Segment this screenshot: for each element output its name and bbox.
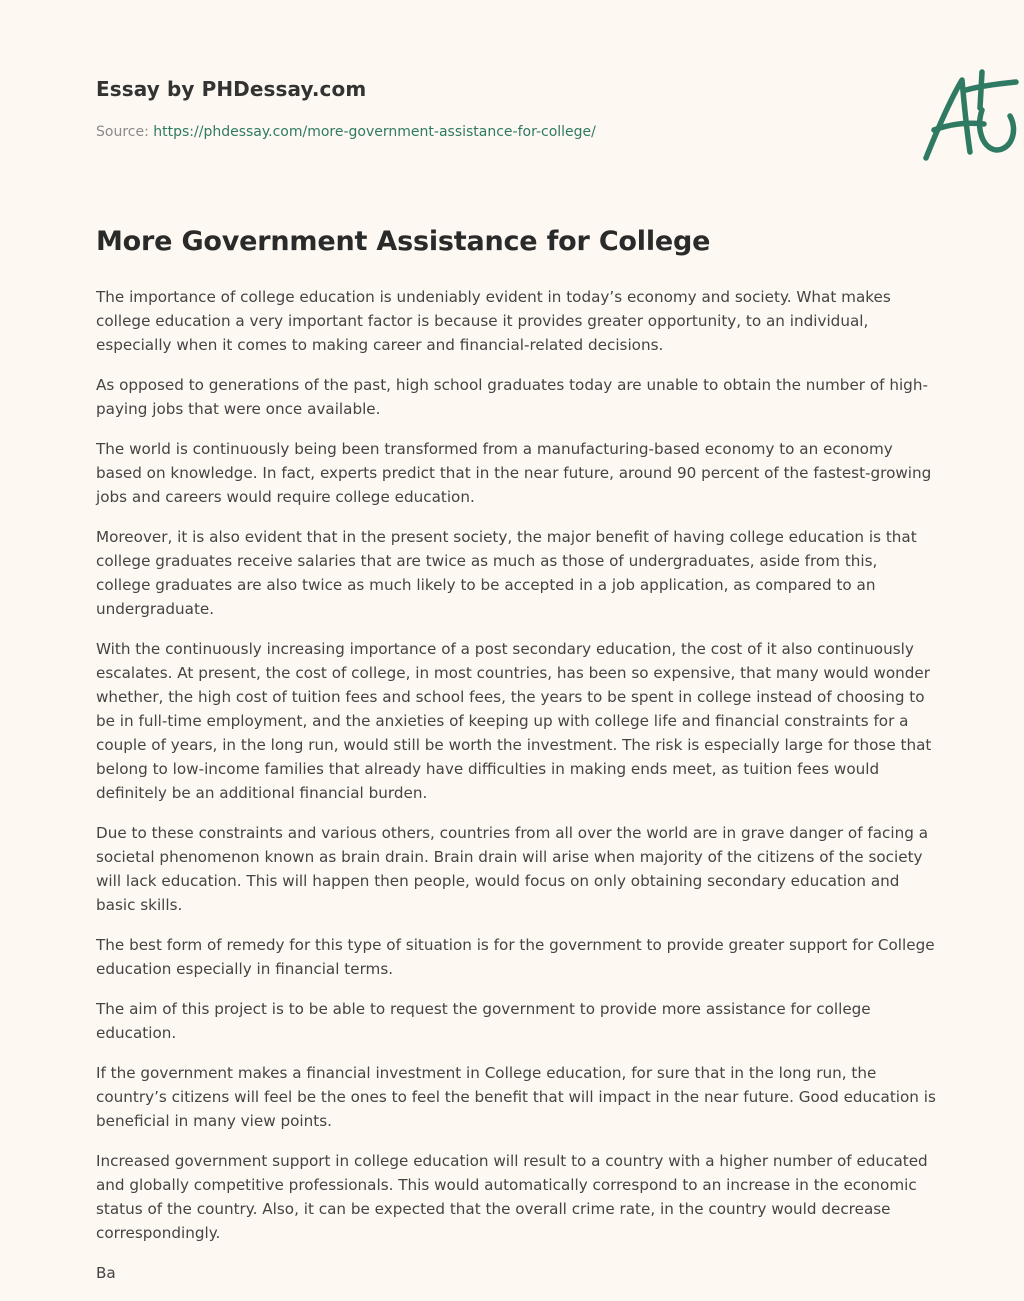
- paragraph: The importance of college education is undeniably evident in today’s economy and society. What makes college education a very important factor is because it provides greater opportunity, to an individual, especially when it comes to making career and financial-related decisions.: [96, 288, 891, 354]
- paragraph: Due to these constraints and various others, countries from all over the world are in grave danger of facing a societal phenomenon known as brain drain. Brain drain will arise when majority of the citizens of the society will lack education. This will happen then people, would focus on only obtaining secondary education and basic skills.: [96, 824, 929, 914]
- paragraph: The best form of remedy for this type of situation is for the government to provide greater support for College education especially in financial terms.: [96, 936, 935, 978]
- paragraph: Increased government support in college education will result to a country with a higher number of educated and globally competitive professionals. This would automatically correspond to an increase in the economic status of the country. Also, it can be expected that the overall crime rate, in the country would decrease correspondingly.: [96, 1152, 928, 1242]
- paragraph: As opposed to generations of the past, high school graduates today are unable to obtain the number of high-paying jobs that were once available.: [96, 376, 928, 418]
- source-line: [96, 124, 596, 140]
- a-plus-logo-icon: [920, 68, 1024, 164]
- essay-title: More Government Assistance for College: [96, 226, 711, 257]
- source-label: Source:: [96, 124, 154, 140]
- paragraph: Ba: [96, 1264, 116, 1282]
- source-link[interactable]: https://phdessay.com/more-government-assistance-for-college/: [153, 124, 596, 140]
- paragraph: If the government makes a financial investment in College education, for sure that in the long run, the country’s citizens will feel be the ones to feel the benefit that will impact in the near future. Good education is beneficial in many view points.: [96, 1064, 936, 1130]
- paragraph: The aim of this project is to be able to request the government to provide more assistance for college education.: [96, 1000, 871, 1042]
- paragraph: Moreover, it is also evident that in the present society, the major benefit of having college education is that college graduates receive salaries that are twice as much as those of undergraduates, aside from this, college graduates are also twice as much likely to be accepted in a job application, as compared to an undergraduate.: [96, 528, 917, 618]
- paragraph: The world is continuously being been transformed from a manufacturing-based economy to an economy based on knowledge. In fact, experts predict that in the near future, around 90 percent of the fastest-growing jobs and careers would require college education.: [96, 440, 932, 506]
- essay-body: [96, 285, 936, 1301]
- brand-title: Essay by PHDessay.com: [96, 77, 367, 101]
- paragraph: With the continuously increasing importance of a post secondary education, the cost of it also continuously escalates. At present, the cost of college, in most countries, has been so expensive, that many would wonder whether, the high cost of tuition fees and school fees, the years to be spent in college instead of choosing to be in full-time employment, and the anxieties of keeping up with college life and financial constraints for a couple of years, in the long run, would still be worth the investment. The risk is especially large for those that belong to low-income families that already have difficulties in making ends meet, as tuition fees would definitely be an additional financial burden.: [96, 640, 932, 802]
